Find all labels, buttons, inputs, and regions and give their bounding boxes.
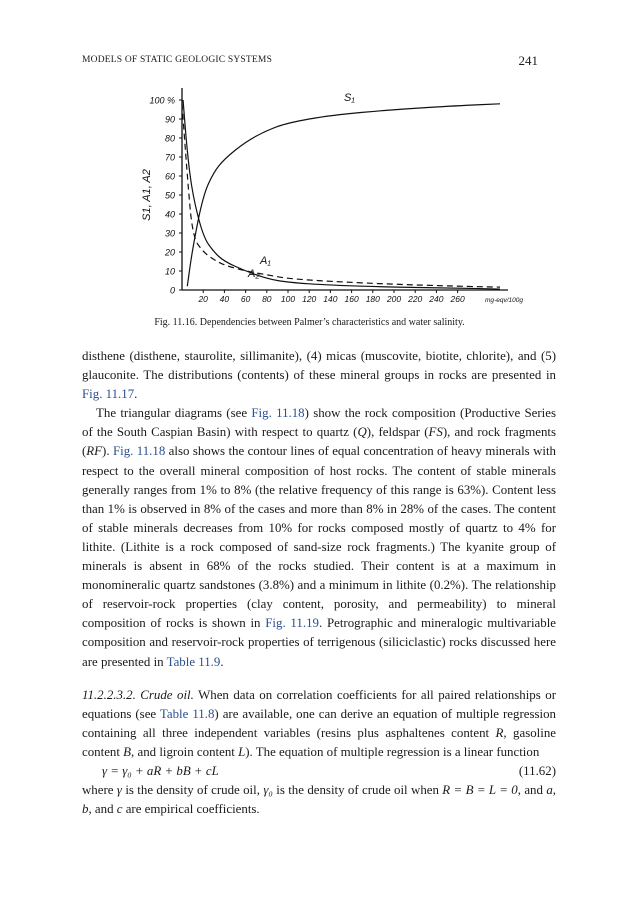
y-tick-label: 40 bbox=[164, 209, 175, 220]
table-link[interactable]: Table 11.9 bbox=[166, 654, 221, 669]
x-tick-label: 220 bbox=[408, 294, 423, 304]
x-tick-label: 140 bbox=[323, 294, 338, 304]
y-tick-label: 30 bbox=[164, 228, 175, 239]
paragraph-3: 11.2.2.3.2. Crude oil. When data on correlation coefficients for all paired relationships or equations (see Table 11.8) are available, one can derive an equation of multiple regression containing all three independent variables (resins plus asphaltenes content R, gasoline content B, and ligroin content L). The equation of multiple regression is a linear function bbox=[82, 687, 557, 759]
figure-link[interactable]: Fig. 11.19 bbox=[265, 616, 319, 631]
figure-link[interactable]: Fig. 11.18 bbox=[251, 406, 305, 421]
x-tick-label: 180 bbox=[365, 294, 380, 304]
body-text bbox=[82, 347, 556, 819]
y-tick-label: 90 bbox=[164, 114, 175, 125]
running-head: MODELS OF STATIC GEOLOGIC SYSTEMS bbox=[82, 55, 273, 65]
x-tick-label: 120 bbox=[302, 294, 317, 304]
x-tick-label: 100 bbox=[280, 294, 296, 304]
y-tick-label: 70 bbox=[164, 152, 175, 163]
section-heading: 11.2.2.3.2. Crude oil. bbox=[82, 687, 194, 702]
paragraph-4: where γ is the density of crude oil, γ₀ is the density of crude oil when R = B = L = 0, and a, b, and c are empirical coefficients. bbox=[82, 782, 556, 817]
chart-ticks bbox=[179, 100, 458, 293]
series-line-S1 bbox=[187, 104, 500, 286]
figure-link[interactable]: Fig. 11.17 bbox=[82, 387, 135, 402]
x-tick-label: 40 bbox=[219, 294, 230, 304]
x-tick-label: 60 bbox=[240, 294, 251, 304]
x-axis-label: mg-eqv/100g bbox=[485, 297, 523, 304]
series-line-A1 bbox=[183, 100, 500, 289]
figure-caption: Fig. 11.16. Dependencies between Palmer’s characteristics and water salinity. bbox=[154, 317, 465, 328]
figure-link[interactable]: Fig. 11.18 bbox=[112, 444, 166, 459]
y-tick-label: 10 bbox=[164, 266, 175, 277]
y-tick-label: 80 bbox=[164, 133, 175, 144]
y-tick-label: 20 bbox=[164, 247, 175, 258]
series-label-S1: S₁ bbox=[344, 92, 355, 104]
y-tick-label: 100 % bbox=[149, 95, 175, 106]
chart-axes bbox=[182, 88, 508, 290]
x-tick-label: 200 bbox=[386, 294, 402, 304]
series-label-A1: A₁ bbox=[260, 255, 271, 267]
equation-body: γ = γ₀ + aR + bB + cL bbox=[102, 763, 219, 778]
y-axis-label: S1, A1, A2 bbox=[141, 169, 153, 221]
figure-chart bbox=[0, 0, 619, 320]
x-tick-label: 260 bbox=[450, 294, 465, 304]
chart-series bbox=[182, 100, 500, 289]
table-link[interactable]: Table 11.8 bbox=[159, 706, 215, 721]
x-tick-label: 240 bbox=[429, 294, 444, 304]
series-label-A2: A₂ bbox=[248, 268, 260, 280]
y-tick-label: 60 bbox=[164, 171, 175, 182]
equation bbox=[82, 762, 556, 781]
chart-labels bbox=[141, 92, 523, 304]
y-tick-label: 50 bbox=[164, 190, 175, 201]
x-tick-label: 160 bbox=[344, 294, 359, 304]
y-tick-label: 0 bbox=[169, 285, 175, 296]
x-tick-label: 80 bbox=[262, 294, 272, 304]
page-number: 241 bbox=[518, 53, 538, 68]
paragraph-1: disthene (disthene, staurolite, sillimanite), (4) micas (muscovite, biotite, chlorite), and (5) glauconite. The distributions (contents) of these mineral groups in rocks are presented in Fig. 11.17. bbox=[82, 349, 556, 402]
equation-number: (11.62) bbox=[518, 763, 556, 778]
x-tick-label: 20 bbox=[198, 294, 208, 304]
series-line-A2 bbox=[182, 104, 500, 287]
paragraph-2: The triangular diagrams (see Fig. 11.18) show the rock composition (Productive Series of the South Caspian Basin) with respect to quartz (Q), feldspar (FS), and rock fragments (RF). Fig. 11.18 also shows the contour lines of equal concentration of heavy minerals with respect to the overall mineral composition of host rocks. The content of stable minerals generally ranges from 1% to 8% (the relative frequency of this range is 63%). Content less than 1% is observed in 8% of the cases and more than 8% in 28% of the cases. The content of stable minerals decreases from 10% for rocks composed mostly of quartz to 4% for lithite. (Lithite is a rock composed of sand-size rock fragments.) The kyanite group of minerals is absent in 68% of the rocks studied. Their content is at a maximum in monomineralic quartz sandstones (3.8%) and a minimum in lithite (0.2%). The relationship of reservoir-rock properties (clay content, porosity, and permeability) to mineral composition of rocks is shown in Fig. 11.19. Petrographic and mineralogic multivariable composition and reservoir-rock properties of terrigenous (siliciclastic) rocks discussed here are presented in Table 11.9. bbox=[82, 406, 557, 669]
